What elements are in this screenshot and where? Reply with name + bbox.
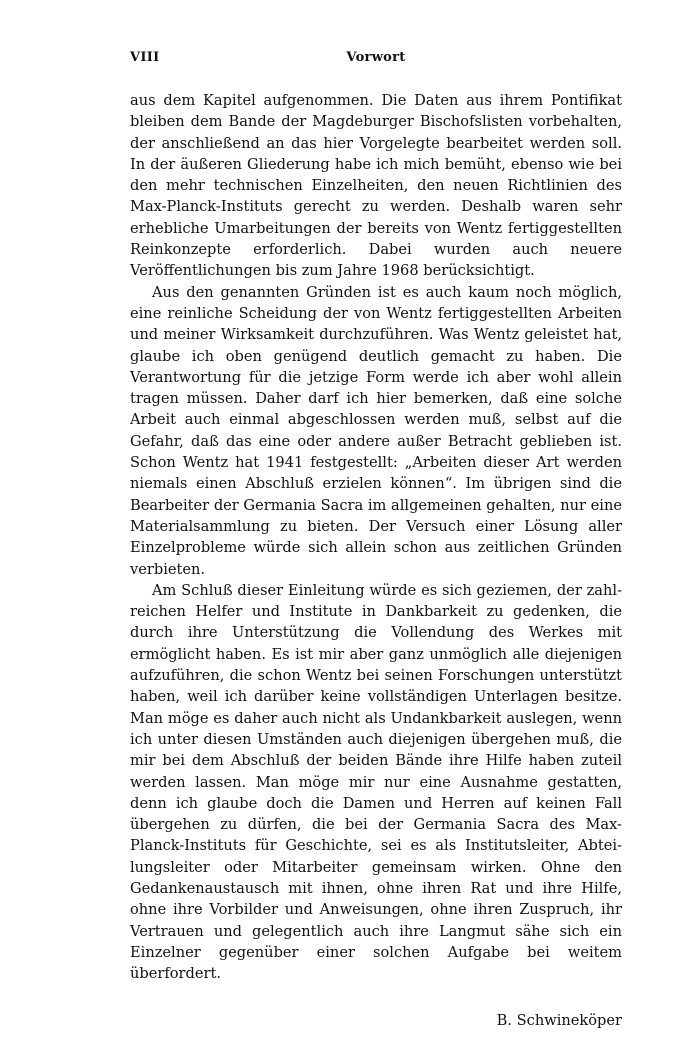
running-head bbox=[130, 50, 622, 72]
paragraph-continued: aus dem Kapitel aufgenommen. Die Daten aus ihrem Pontifikat bleiben dem Bande der Magdeburger Bischofslisten vorbehalten, der anschließend an das hier Vorgelegte bearbeitet werden soll. In der äußeren Gliederung habe ich mich bemüht, ebenso wie bei den mehr technischen Einzelheiten, den neuen Richtlinien des Max-Planck-Instituts gerecht zu werden. Deshalb waren sehr erhebliche Umarbeitungen der bereits von Wentz fertiggestellten Reinkonzepte erforderlich. Dabei wurden auch neuere Veröffentlichungen bis zum Jahre 1968 berücksichtigt. bbox=[130, 92, 622, 280]
body-text bbox=[130, 90, 622, 984]
page bbox=[130, 50, 622, 1031]
page-number: VIII bbox=[130, 50, 160, 65]
running-title: Vorwort bbox=[346, 50, 406, 65]
signature: B. Schwineköper bbox=[496, 1012, 622, 1030]
paragraph: Aus den genannten Gründen ist es auch kaum noch möglich, eine reinliche Scheidung der von Wentz fertiggestellten Arbeiten und meiner Wirksamkeit durchzuführen. Was Wentz geleistet hat, glaube ich oben genügend deutlich gemacht zu haben. Die Verantwortung für die jetzige Form werde ich aber wohl allein tragen müssen. Daher darf ich hier bemerken, daß eine solche Arbeit auch einmal abgeschlossen werden muß, selbst auf die Gefahr, daß das eine oder andere außer Betracht geblieben ist. Schon Wentz hat 1941 festgestellt: „Arbeiten dieser Art werden niemals einen Abschluß erzielen können“. Im übrigen sind die Bearbeiter der Germania Sacra im allgemeinen gehalten, nur eine Materialsammlung zu bieten. Der Versuch einer Lösung aller Einzelprobleme würde sich allein schon aus zeitlichen Gründen verbieten. bbox=[130, 283, 622, 578]
paragraph: Am Schluß dieser Einleitung würde es sich geziemen, der zahlreichen Helfer und Institute in Dankbarkeit zu gedenken, die durch ihre Unterstützung die Vollendung des Werkes mit ermöglicht haben. Es ist mir aber ganz unmöglich alle diejenigen aufzuführen, die schon Wentz bei seinen Forschungen unterstützt haben, weil ich darüber keine vollständigen Unterlagen besitze. Man möge es daher auch nicht als Undankbarkeit auslegen, wenn ich unter diesen Umständen auch diejenigen übergehen muß, die mir bei dem Abschluß der beiden Bände ihre Hilfe haben zuteil werden lassen. Man möge mir nur eine Ausnahme gestatten, denn ich glaube doch die Damen und Herren auf keinen Fall übergehen zu dürfen, die bei der Germania Sacra des Max-Planck-Instituts für Geschichte, sei es als Institutsleiter, Abteilungsleiter oder Mitarbeiter gemeinsam wirken. Ohne den Gedankenaustausch mit ihnen, ohne ihren Rat und ihre Hilfe, ohne ihre Vorbilder und Anweisungen, ohne ihren Zuspruch, ihr Vertrauen und gelegentlich auch ihre Langmut sähe sich ein Einzelner gegenüber einer solchen Aufgabe bei weitem überfordert. bbox=[130, 581, 622, 983]
